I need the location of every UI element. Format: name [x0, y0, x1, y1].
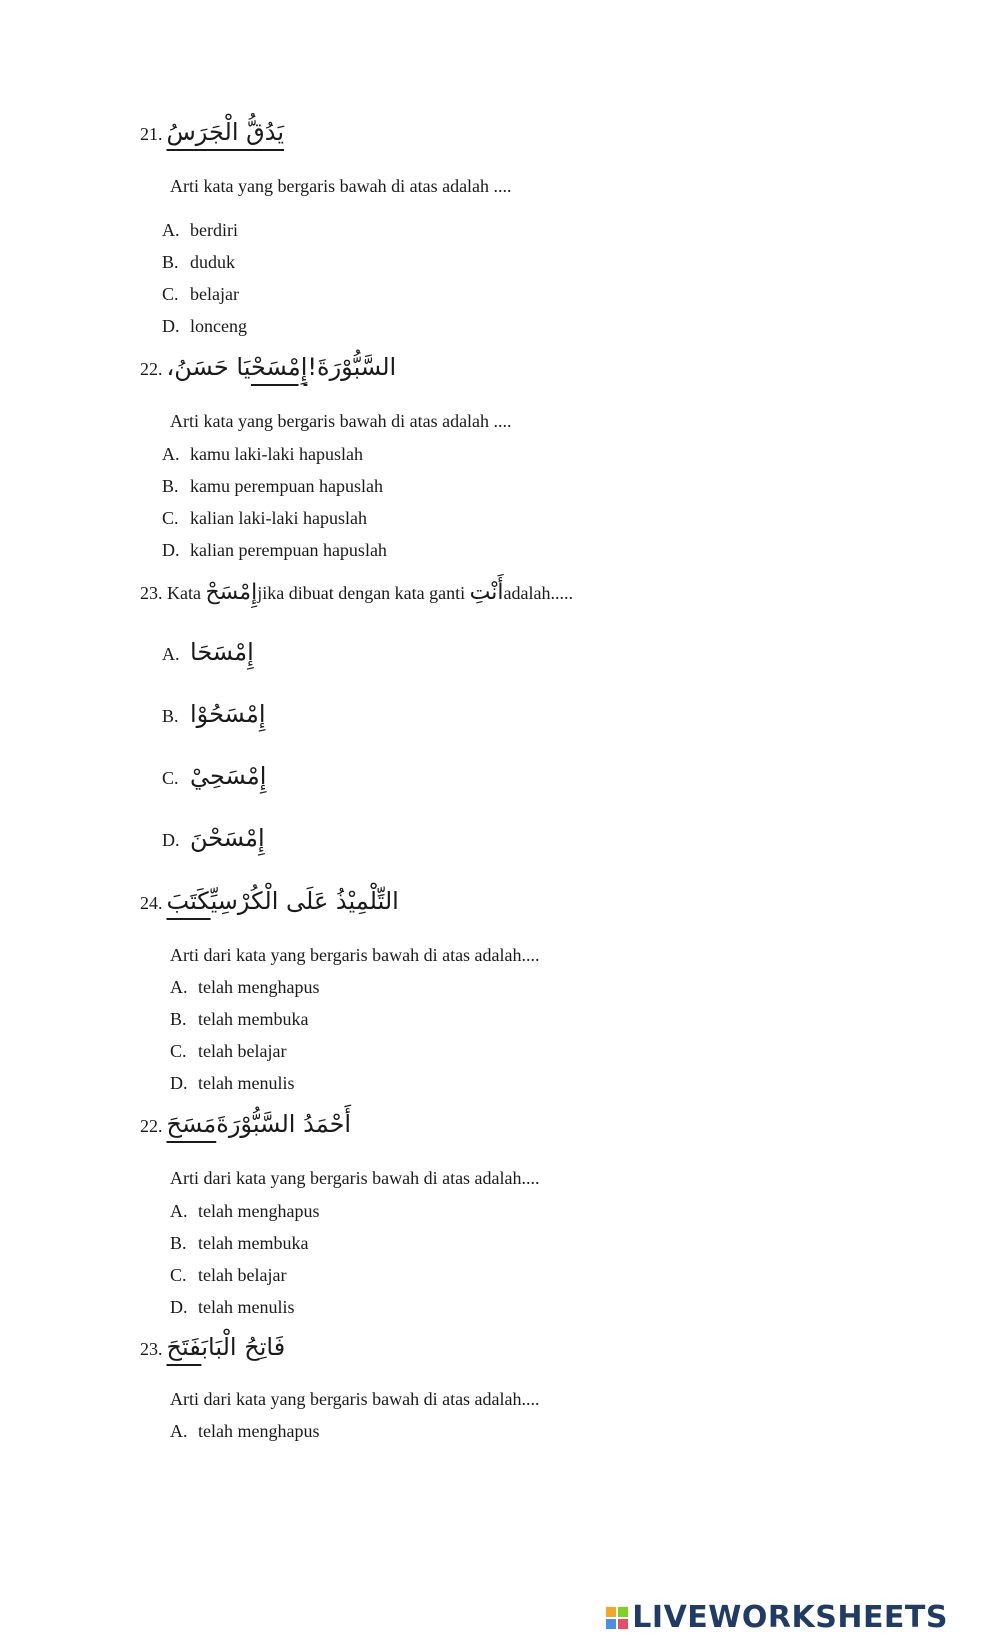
question-22-header [140, 353, 396, 381]
logo-square [606, 1607, 616, 1617]
answer-option[interactable]: C. telah belajar [170, 1041, 287, 1061]
answer-option[interactable]: D. telah menulis [170, 1297, 295, 1317]
question-23b-header [140, 1333, 285, 1361]
question-23-header: 23. Kata إِمْسَحْjika dibuat dengan kata ganti أَنْتِadalah..... [140, 580, 573, 605]
underlined-word: كَتَبَ [166, 887, 211, 915]
arabic-pronoun: أَنْتِ [469, 580, 504, 605]
answer-option[interactable]: B. duduk [162, 252, 235, 272]
underlined-word: إِمْسَحْ [250, 353, 308, 381]
answer-option[interactable]: B. kamu perempuan hapuslah [162, 476, 383, 496]
liveworksheets-logo [606, 1600, 948, 1635]
answer-option[interactable]: A. telah menghapus [170, 1421, 320, 1441]
question-number: 22. [140, 359, 163, 379]
arabic-sentence-underlined: يَدُقُّ الْجَرَسُ [166, 118, 285, 146]
answer-option[interactable]: D. lonceng [162, 316, 247, 336]
arabic-sentence: التِّلْمِيْذُ عَلَى الْكُرْسِيِّكَتَبَ [166, 887, 399, 915]
logo-square [606, 1619, 616, 1629]
underlined-word: مَسَحَ [166, 1110, 217, 1138]
answer-option[interactable]: B. telah membuka [170, 1009, 309, 1029]
question-prompt: Arti kata yang bergaris bawah di atas adalah .... [170, 176, 512, 196]
answer-option[interactable]: B. telah membuka [170, 1233, 309, 1253]
answer-option[interactable]: D. kalian perempuan hapuslah [162, 540, 387, 560]
logo-square [618, 1619, 628, 1629]
answer-option[interactable]: C. telah belajar [170, 1265, 287, 1285]
answer-option[interactable]: A. telah menghapus [170, 1201, 320, 1221]
answer-option[interactable]: A. kamu laki-laki hapuslah [162, 444, 363, 464]
underlined-word: فَتَحَ [166, 1333, 202, 1361]
question-number: 21. [140, 124, 163, 144]
arabic-word: إِمْسَحْ [205, 580, 258, 605]
question-number: 23. [140, 583, 163, 603]
answer-option[interactable]: D. telah menulis [170, 1073, 295, 1093]
logo-square [618, 1607, 628, 1617]
brand-name: LIVEWORKSHEETS [632, 1600, 948, 1635]
liveworksheets-logo-icon [606, 1607, 628, 1629]
question-prompt: Arti dari kata yang bergaris bawah di atas adalah.... [170, 945, 540, 965]
answer-option[interactable]: A. berdiri [162, 220, 238, 240]
question-number: 24. [140, 893, 163, 913]
question-prompt: Arti kata yang bergaris bawah di atas adalah .... [170, 411, 512, 431]
question-number: 22. [140, 1116, 163, 1136]
answer-option[interactable]: A. telah menghapus [170, 977, 320, 997]
answer-option[interactable]: B. إِمْسَحُوْا [162, 700, 266, 728]
question-24-header [140, 887, 399, 915]
arabic-sentence: السَّبُّوْرَةَ!إِمْسَحْيَا حَسَنُ، [166, 353, 397, 381]
arabic-sentence: أَحْمَدُ السَّبُّوْرَةَمَسَحَ [166, 1110, 352, 1138]
answer-option[interactable]: A. إِمْسَحَا [162, 638, 254, 666]
answer-option[interactable]: C. belajar [162, 284, 239, 304]
question-prompt: Arti dari kata yang bergaris bawah di atas adalah.... [170, 1389, 540, 1409]
question-prompt: Arti dari kata yang bergaris bawah di atas adalah.... [170, 1168, 540, 1188]
answer-option[interactable]: C. kalian laki-laki hapuslah [162, 508, 367, 528]
answer-option[interactable]: C. إِمْسَحِيْ [162, 762, 267, 790]
question-21-header [140, 118, 284, 146]
question-22b-header [140, 1110, 351, 1138]
answer-option[interactable]: D. إِمْسَحْنَ [162, 824, 265, 852]
question-number: 23. [140, 1339, 163, 1359]
arabic-sentence: فَاتِحُ الْبَابَفَتَحَ [166, 1333, 286, 1361]
